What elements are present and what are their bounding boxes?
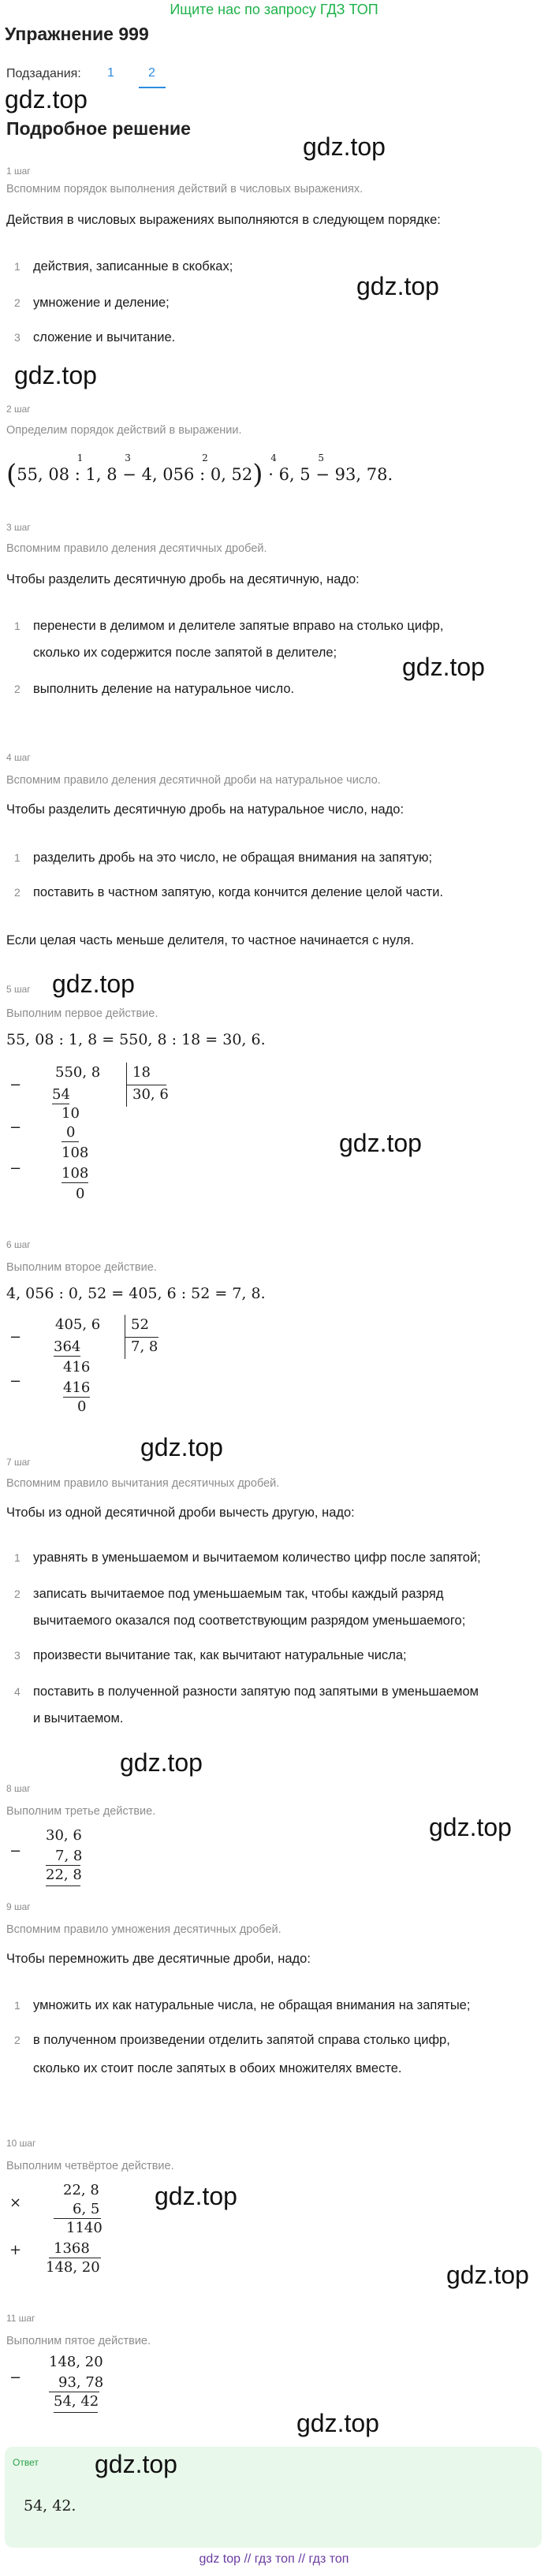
division-underline (63, 1397, 90, 1398)
difference: 22, 8 (46, 1867, 82, 1883)
divisor: 52 (131, 1316, 149, 1333)
division-underline (62, 1182, 88, 1183)
divisor: 18 (132, 1064, 151, 1081)
list-item: поставить в полученной разности запятую под запятыми в уменьшаемом (33, 1684, 479, 1699)
list-item: произвести вычитание так, как вычитают натуральные числа; (33, 1648, 407, 1662)
list-number: 2 (14, 1588, 21, 1600)
result-underline (54, 2412, 98, 2413)
list-number: 1 (14, 260, 21, 273)
watermark: gdz.top (446, 2261, 529, 2289)
watermark: gdz.top (356, 272, 439, 300)
minus-sign: − (9, 1843, 22, 1859)
minus-sign: − (9, 1329, 22, 1346)
list-item: уравнять в уменьшаемом и вычитаемом количество цифр после запятой; (33, 1550, 481, 1565)
difference: 54, 42 (54, 2393, 99, 2410)
equation: 4, 056 : 0, 52 = 405, 6 : 52 = 7, 8. (6, 1285, 266, 1302)
expression: (55, 08 1 : 1, 8 3 − 4, 056 2 : 0, 52) 4 · 6, 5 5 − 93, 78. (6, 452, 393, 490)
list-number: 1 (14, 1999, 21, 2012)
list-number: 1 (14, 1551, 21, 1564)
list-item: поставить в частном запятую, когда кончится деление целой части. (33, 885, 444, 899)
list-item: сложение и вычитание. (33, 330, 176, 344)
list-number: 2 (14, 683, 21, 695)
list-item: действия, записанные в скобках; (33, 259, 233, 274)
watermark: gdz.top (95, 2450, 177, 2478)
list-item: выполнить деление на натуральное число. (33, 682, 295, 696)
division-row: 54 (52, 1086, 70, 1103)
step-label: 4 шаг (6, 752, 31, 763)
quotient: 30, 6 (132, 1086, 169, 1103)
watermark: gdz.top (14, 361, 97, 389)
list-number: 1 (14, 851, 21, 864)
list-number: 2 (14, 886, 21, 899)
list-item: и вычитаемом. (33, 1711, 124, 1725)
result-line (46, 1865, 80, 1866)
partial-product: 1140 (66, 2220, 103, 2236)
step-hint: Выполним четвёртое действие. (6, 2160, 174, 2172)
subtask-tab-2[interactable]: 2 (148, 66, 155, 80)
watermark: gdz.top (120, 1748, 203, 1777)
quotient: 7, 8 (131, 1338, 158, 1355)
minuend: 30, 6 (46, 1827, 82, 1844)
list-number: 2 (14, 296, 21, 309)
step-hint: Вспомним правило деления десятичной дроби на натуральное число. (6, 774, 381, 787)
list-number: 4 (14, 1685, 21, 1698)
list-number: 2 (14, 2034, 21, 2046)
step-label: 11 шаг (6, 2313, 35, 2324)
division-row: 10 (62, 1105, 80, 1122)
division-row: 0 (77, 1398, 87, 1415)
step-label: 10 шаг (6, 2138, 36, 2149)
division-row: 0 (66, 1124, 76, 1141)
list-number: 3 (14, 331, 21, 344)
step-hint: Выполним второе действие. (6, 1261, 157, 1274)
result-underline (46, 1885, 80, 1886)
step-note: Если целая часть меньше делителя, то частное начинается с нуля. (6, 933, 415, 947)
list-item: вычитаемого оказался под соответствующим разрядом уменьшаемого; (33, 1614, 466, 1628)
step-hint: Вспомним правило умножения десятичных дробей. (6, 1923, 281, 1936)
division-row: 416 (63, 1359, 91, 1375)
division-underline (54, 1356, 80, 1357)
division-row: 108 (62, 1145, 89, 1161)
list-number: 3 (14, 1649, 21, 1662)
dividend: 405, 6 (55, 1316, 101, 1333)
solution-heading: Подробное решение (6, 118, 191, 139)
equation: 55, 08 : 1, 8 = 550, 8 : 18 = 30, 6. (6, 1031, 266, 1048)
step-text: Чтобы перемножить две десятичные дроби, надо: (6, 1952, 311, 1966)
answer-label: Ответ (13, 2457, 39, 2468)
division-row: 108 (62, 1165, 89, 1182)
dividend: 550, 8 (55, 1064, 101, 1081)
subtrahend: 93, 78 (58, 2374, 104, 2391)
division-row: 364 (54, 1338, 81, 1355)
subtrahend: 7, 8 (55, 1848, 83, 1864)
step-label: 8 шаг (6, 1783, 31, 1794)
division-underline (62, 1141, 79, 1142)
watermark: gdz.top (429, 1813, 512, 1841)
minuend: 148, 20 (49, 2354, 103, 2370)
watermark: gdz.top (155, 2182, 237, 2210)
minus-sign: − (9, 1077, 22, 1093)
step-hint: Выполним третье действие. (6, 1805, 156, 1818)
subtask-tab-1[interactable]: 1 (107, 66, 114, 80)
watermark: gdz.top (296, 2409, 379, 2437)
step-hint: Вспомним порядок выполнения действий в числовых выражениях. (6, 183, 363, 195)
list-item: умножить их как натуральные числа, не обращая внимания на запятые; (33, 1998, 471, 2012)
step-text: Чтобы разделить десятичную дробь на натуральное число, надо: (6, 802, 404, 817)
step-label: 1 шаг (6, 166, 31, 177)
minus-sign: − (9, 1160, 22, 1177)
answer-box (5, 2447, 542, 2548)
answer-value: 54, 42. (24, 2497, 76, 2515)
list-item: в полученном произведении отделить запятой справа столько цифр, (33, 2033, 450, 2047)
minus-sign: − (9, 1373, 22, 1390)
step-label: 6 шаг (6, 1239, 31, 1250)
division-row: 416 (63, 1379, 91, 1396)
watermark: gdz.top (402, 653, 485, 681)
partial-product: 1368 (54, 2240, 90, 2257)
step-hint: Вспомним правило деления десятичных дробей. (6, 542, 267, 555)
footer-links[interactable]: gdz top // гдз топ // гдз топ (199, 2552, 349, 2566)
step-label: 9 шаг (6, 1901, 31, 1912)
list-item: перенести в делимом и делителе запятые вправо на столько цифр, (33, 619, 444, 633)
list-item: разделить дробь на это число, не обращая внимания на запятую; (33, 851, 433, 865)
factor: 22, 8 (63, 2182, 99, 2198)
list-item: умножение и деление; (33, 296, 170, 310)
watermark: gdz.top (303, 132, 386, 161)
division-row: 0 (76, 1186, 85, 1202)
watermark: gdz.top (339, 1129, 422, 1157)
page-title: Упражнение 999 (5, 24, 149, 44)
step-hint: Вспомним правило вычитания десятичных дробей. (6, 1477, 280, 1490)
quotient-line (125, 1337, 158, 1338)
step-text: Чтобы разделить десятичную дробь на десятичную, надо: (6, 572, 360, 586)
step-label: 3 шаг (6, 522, 31, 533)
active-tab-indicator (139, 87, 166, 88)
minus-sign: − (9, 1119, 22, 1136)
plus-sign: + (9, 2242, 22, 2258)
promo-banner[interactable]: Ищите нас по запросу ГДЗ ТОП (170, 2, 378, 17)
step-hint: Выполним пятое действие. (6, 2335, 151, 2347)
step-label: 5 шаг (6, 984, 31, 995)
step-hint: Выполним первое действие. (6, 1007, 158, 1020)
step-label: 7 шаг (6, 1457, 31, 1468)
watermark: gdz.top (52, 970, 135, 998)
step-text: Действия в числовых выражениях выполняются в следующем порядке: (6, 213, 441, 227)
result-line (54, 2218, 101, 2219)
watermark: gdz.top (5, 85, 88, 114)
times-sign: × (9, 2194, 22, 2211)
product: 148, 20 (46, 2259, 100, 2276)
list-number: 1 (14, 620, 21, 632)
minus-sign: − (9, 2369, 22, 2386)
step-hint: Определим порядок действий в выражении. (6, 424, 242, 437)
list-item: сколько их стоит после запятых в обоих множителях вместе. (33, 2061, 402, 2075)
subtasks-label: Подзадания: (6, 67, 81, 80)
watermark: gdz.top (140, 1433, 223, 1461)
list-item: записать вычитаемое под уменьшаемым так, чтобы каждый разряд (33, 1587, 444, 1601)
step-text: Чтобы из одной десятичной дроби вычесть другую, надо: (6, 1506, 355, 1520)
step-label: 2 шаг (6, 404, 31, 415)
factor: 6, 5 (73, 2201, 100, 2217)
list-item: сколько их содержится после запятой в делителе; (33, 646, 337, 660)
